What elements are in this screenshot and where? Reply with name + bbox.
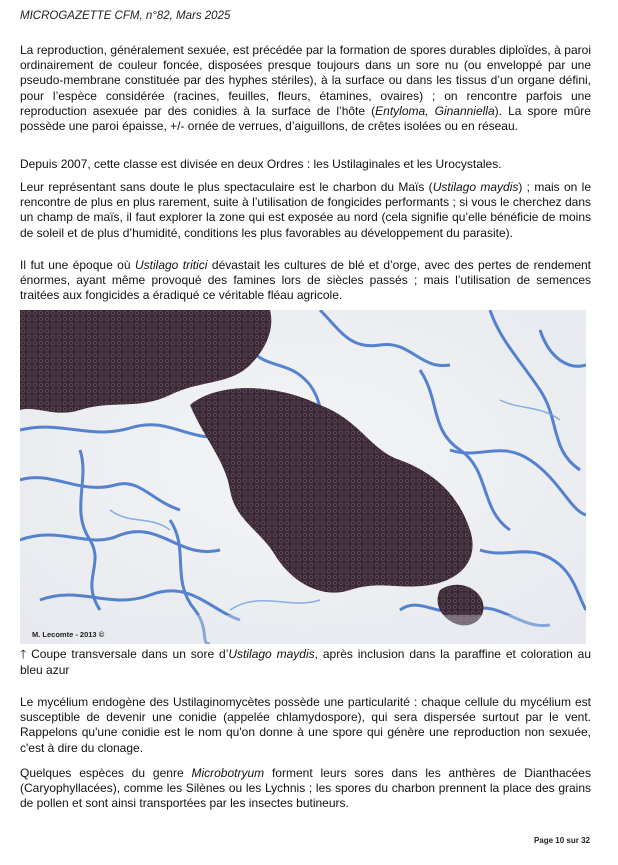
caption-italic: Ustilago maydis [228,647,315,661]
caption-text: Coupe transversale dans un sore d’ [26,647,229,661]
caption-text-end: , après inclusion dans la paraffine et coloration au bleu azur [20,647,592,677]
p2-text: Depuis 2007, cette classe est divisée en deux Ordres : les Ustilaginales et les Urocystales. [20,157,502,171]
micrograph-photo [20,310,586,644]
up-arrow-icon: 🡑 [20,647,27,661]
photo-caption [20,647,591,678]
p1-text-end: ). La spore mûre possède une paroi épaisse, +/- ornée de verrues, d’aiguillons, de crêtes isolées ou en réseau. [20,103,591,134]
p3-text: Leur représentant sans doute le plus spectaculaire est le charbon du Maïs ( [20,180,433,194]
micrograph-illustration [20,310,586,644]
gazette-header [20,10,230,22]
page-number: Page 10 sur 32 [533,836,590,845]
p4-text-end: dévastait les cultures de blé et d’orge, avec des pertes de rendement énormes, ayant même provoqué des famines lors de siècles passés ; mais l’utilisation de semences traitées aux fongicides a éradiqué ce véritable fléau agricole. [20,258,591,303]
paragraph-tritici [20,258,591,304]
photo-credit: M. Lecomte - 2013 © [32,630,105,639]
paragraph-orders [20,157,591,172]
p4-text: Il fut une époque où [20,258,135,272]
p6-italic: Microbotryum [191,766,265,780]
p6-text-end: forment leurs sores dans les anthères de Dianthacées (Caryophyllacées), comme les Silènes ou les Lychnis ; les spores du charbon prennent la place des grains de pollen et sont ainsi transportées par les insectes butineurs. [20,766,591,811]
p5-text: Le mycélium endogène des Ustilaginomycètes possède une particularité : chaque cellule du mycélium est susceptible de devenir une conidie (appelée chlamydospore), qui sera dispersée surtout par le vent. Rappelons qu'une conidie est le nom qu'on donne à une spore qui génère une reproduction non sexuée, c'est à dire du clonage. [20,695,591,755]
paragraph-mais [20,180,591,241]
gazette-title: MICROGAZETTE CFM, n°82, Mars 2025 [20,10,231,22]
p1-italic: Entyloma, Ginanniella [375,103,495,118]
p3-text-end: ) ; mais on le rencontre de plus en plus rarement, suite à l’utilisation de fongicides performants ; si vous le cherchez dans un champ de maïs, il faut explorer la zone qui est exposée au nord (cela signifie qu’elle bénéficie de moins de soleil et de plus d’humidité, conditions les plus favorables au développement du parasite). [20,180,591,240]
p6-text: Quelques espèces du genre [20,766,192,780]
p4-italic: Ustilago tritici [134,258,208,272]
paragraph-reproduction [20,43,591,134]
p3-italic: Ustilago maydis [432,180,519,194]
paragraph-mycelium [20,695,591,756]
paragraph-microbotryum [20,766,591,812]
p1-text: La reproduction, généralement sexuée, est précédée par la formation de spores durables diploïdes, à paroi ordinairement de couleur foncée, disposées presque toujours dans un sore nu (ou enveloppé par une pseudo-membrane constituée par des hyphes stériles), à la surface ou dans les tissus d’un organe défini, pour l’espèce considérée (racines, feuilles, fleurs, étamines, ovaires) ; on rencontre parfois une reproduction asexuée par des conidies à la surface de l’hôte ( [20,43,591,118]
